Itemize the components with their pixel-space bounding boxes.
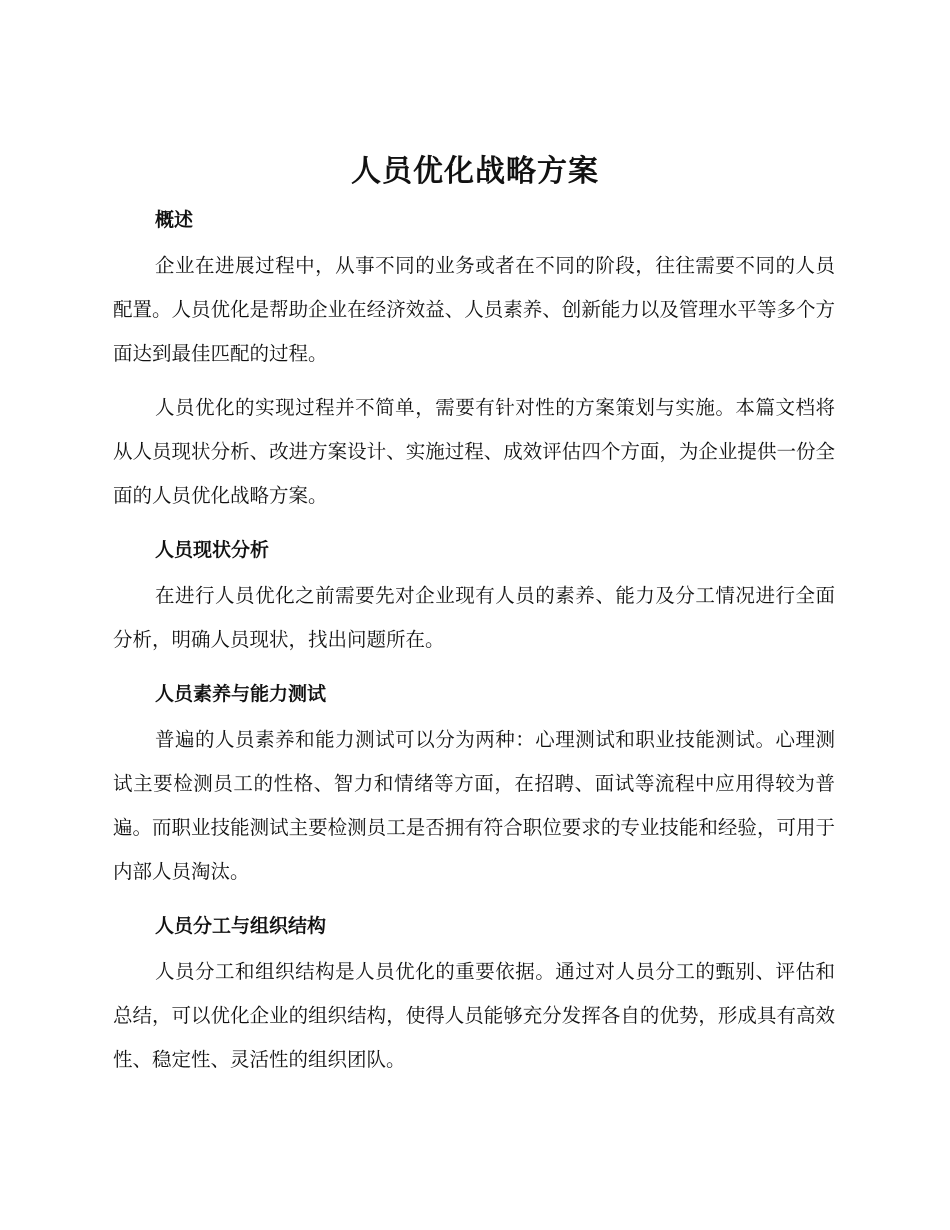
section-heading-testing: 人员素养与能力测试 [155, 683, 327, 705]
section-heading-overview: 概述 [155, 209, 194, 231]
paragraph-testing-1: 普遍的人员素养和能力测试可以分为两种：心理测试和职业技能测试。心理测试主要检测员工的性格、智力和情绪等方面，在招聘、面试等流程中应用得较为普遍。而职业技能测试主要检测员工是否拥有符合职位要求的专业技能和经验，可用于内部人员淘汰。 [113, 728, 835, 883]
section-heading-status: 人员现状分析 [155, 539, 270, 561]
paragraph-overview-2: 人员优化的实现过程并不简单，需要有针对性的方案策划与实施。本篇文档将从人员现状分析、改进方案设计、实施过程、成效评估四个方面，为企业提供一份全面的人员优化战略方案。 [113, 396, 835, 507]
document-title: 人员优化战略方案 [351, 154, 599, 189]
paragraph-status-1: 在进行人员优化之前需要先对企业现有人员的素养、能力及分工情况进行全面分析，明确人员现状，找出问题所在。 [113, 584, 835, 651]
paragraph-structure-1: 人员分工和组织结构是人员优化的重要依据。通过对人员分工的甄别、评估和总结，可以优化企业的组织结构，使得人员能够充分发挥各自的优势，形成具有高效性、稳定性、灵活性的组织团队。 [113, 960, 835, 1071]
section-heading-structure: 人员分工与组织结构 [155, 915, 327, 937]
paragraph-overview-1: 企业在进展过程中，从事不同的业务或者在不同的阶段，往往需要不同的人员配置。人员优化是帮助企业在经济效益、人员素养、创新能力以及管理水平等多个方面达到最佳匹配的过程。 [113, 254, 835, 365]
document-body [113, 198, 835, 1082]
